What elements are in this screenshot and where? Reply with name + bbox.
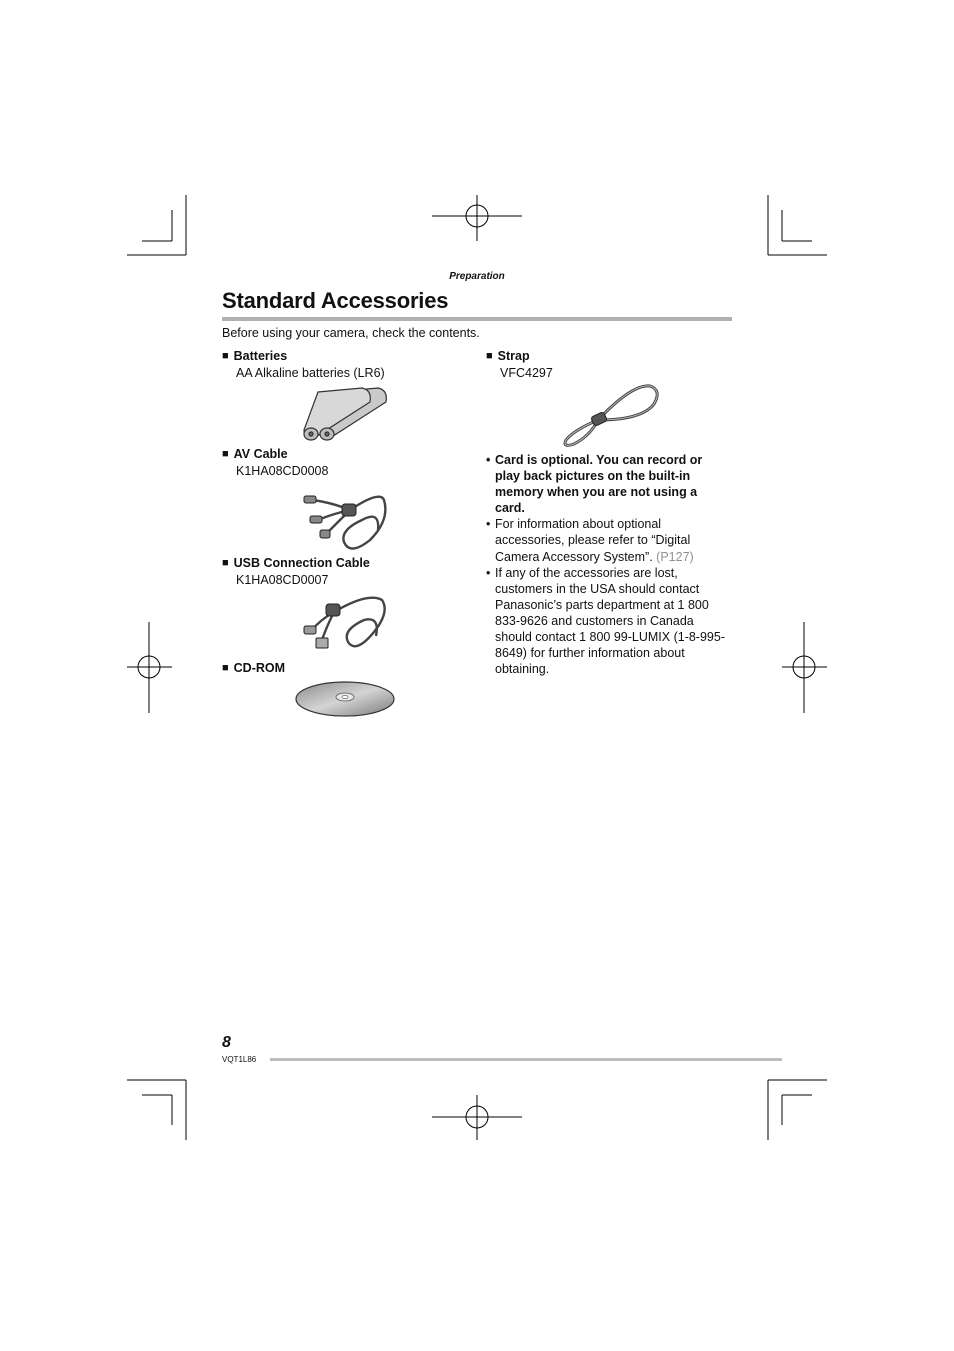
accessory-part: VFC4297 [500, 366, 553, 380]
title-underline [222, 317, 732, 321]
note-text: If any of the accessories are lost, customers in the USA should contact Panasonic’s parts department at 1 800 833-9626 and customers in Canada should contact 1 800 99-LUMIX (1-8-995-8649) for further information about obtaining. [495, 565, 725, 677]
accessory-usb-cable [222, 555, 370, 588]
accessory-part: K1HA08CD0008 [236, 464, 329, 478]
batteries-icon [300, 384, 392, 444]
accessory-strap [486, 348, 553, 381]
cd-rom-icon [294, 680, 396, 718]
note-item [486, 516, 726, 564]
page-reference-link[interactable]: (P127) [656, 549, 694, 564]
accessory-batteries [222, 348, 385, 381]
strap-icon [554, 380, 664, 450]
page-title: Standard Accessories [222, 288, 449, 313]
av-cable-icon [300, 480, 394, 556]
accessory-name: ■ AV Cable [222, 446, 328, 463]
accessory-part: K1HA08CD0007 [236, 573, 329, 587]
accessory-av-cable [222, 446, 328, 479]
accessory-cd-rom [222, 660, 285, 677]
section-label: Preparation [449, 271, 505, 282]
document-code: VQT1L86 [222, 1055, 257, 1064]
note-item [486, 452, 726, 516]
accessory-name: ■ USB Connection Cable [222, 555, 370, 572]
note-text: Card is optional. You can record or play back pictures on the built-in memory when you are not using a card. [495, 453, 703, 516]
accessory-name: ■ Batteries [222, 348, 385, 365]
accessory-part: AA Alkaline batteries (LR6) [236, 366, 385, 380]
note-item [486, 565, 726, 678]
accessory-name: ■ CD-ROM [222, 660, 285, 677]
notes-list [486, 452, 726, 677]
usb-cable-icon [298, 590, 392, 660]
accessory-name: ■ Strap [486, 348, 553, 365]
footer-rule [270, 1058, 782, 1061]
note-text: For information about optional accessories, please refer to “Digital Camera Accessory System”. [495, 517, 691, 564]
intro-text: Before using your camera, check the contents. [222, 326, 480, 340]
page-number: 8 [222, 1034, 231, 1051]
